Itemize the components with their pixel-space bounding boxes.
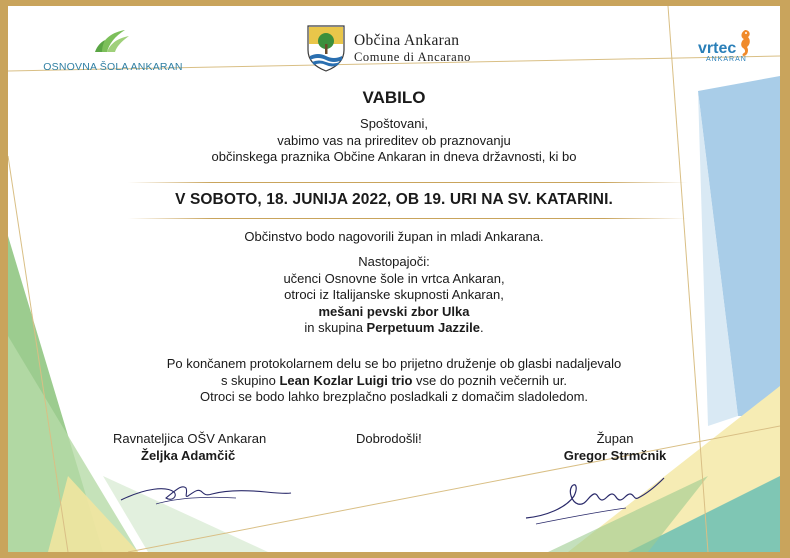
seahorse-icon — [736, 28, 754, 58]
divider-bottom — [128, 218, 688, 219]
intro-line-2: vabimo vas na prireditev ob praznovanju — [277, 132, 511, 148]
municipality-logo-text — [354, 32, 471, 65]
intro-line-1: Spoštovani, — [360, 116, 428, 131]
signature-right-handwriting — [516, 468, 686, 528]
closing-line-2 — [8, 373, 780, 390]
event-date-location: V SOBOTO, 18. JUNIJA 2022, OB 19. URI NA SV. KATARINI. — [175, 191, 613, 208]
signature-left-role: Ravnateljica OŠV Ankaran — [113, 431, 267, 446]
school-logo — [38, 26, 188, 73]
divider-top — [128, 182, 688, 183]
performers-line-4-prefix: in skupina — [304, 320, 367, 335]
intro-text — [8, 116, 780, 166]
performers-line-4-bold: Perpetuum Jazzile — [366, 320, 480, 335]
municipality-name-it: Comune di Ancarano — [354, 49, 472, 64]
closing-line-1: Po končanem protokolarnem delu se bo prijetno druženje ob glasbi nadaljevalo — [166, 356, 622, 371]
municipality-logo — [306, 20, 471, 76]
welcome-text: Dobrodošli! — [356, 431, 422, 446]
municipality-name-sl: Občina Ankaran — [354, 31, 460, 49]
kindergarten-logo-sub: ANKARAN — [706, 56, 747, 63]
signature-left-name: Željka Adamčič — [141, 448, 236, 463]
closing-line-3: Otroci se bodo lahko brezplačno posladkali z domačim sladoledom. — [199, 389, 589, 404]
kindergarten-logo — [698, 28, 768, 63]
performers-heading: Nastopajoči: — [358, 254, 430, 269]
signature-right-role: Župan — [596, 431, 634, 446]
signature-right-name: Gregor Strmčnik — [563, 448, 667, 463]
signature-right — [540, 430, 690, 464]
coat-of-arms-icon — [306, 24, 346, 72]
closing-line-2-bold: Lean Kozlar Luigi trio — [279, 372, 413, 388]
performers-line-4 — [8, 320, 780, 337]
performers-line-1: učenci Osnovne šole in vrtca Ankaran, — [283, 270, 505, 286]
school-logo-icon — [93, 26, 133, 56]
speakers-text: Občinstvo bodo nagovorili župan in mladi Ankarana. — [244, 229, 544, 244]
performers-line-2: otroci iz Italijanske skupnosti Ankaran, — [284, 287, 504, 302]
closing-line-2-suffix: vse do poznih večernih ur. — [412, 372, 568, 388]
closing-block — [8, 356, 780, 406]
invitation-inner — [8, 6, 780, 552]
invitation-title: VABILO — [362, 88, 426, 107]
signature-left — [113, 430, 293, 464]
closing-line-2-prefix: s skupino — [220, 372, 280, 388]
school-logo-name: OSNOVNA ŠOLA ANKARAN — [43, 61, 183, 73]
intro-line-3: občinskega praznika Občine Ankaran in dneva državnosti, ki bo — [211, 149, 577, 164]
performers-line-4-suffix: . — [479, 320, 484, 335]
performers-line-3: mešani pevski zbor Ulka — [318, 303, 470, 319]
signature-left-handwriting — [116, 468, 296, 508]
performers-block — [8, 254, 780, 337]
kindergarten-logo-name: vrtec — [698, 40, 737, 57]
